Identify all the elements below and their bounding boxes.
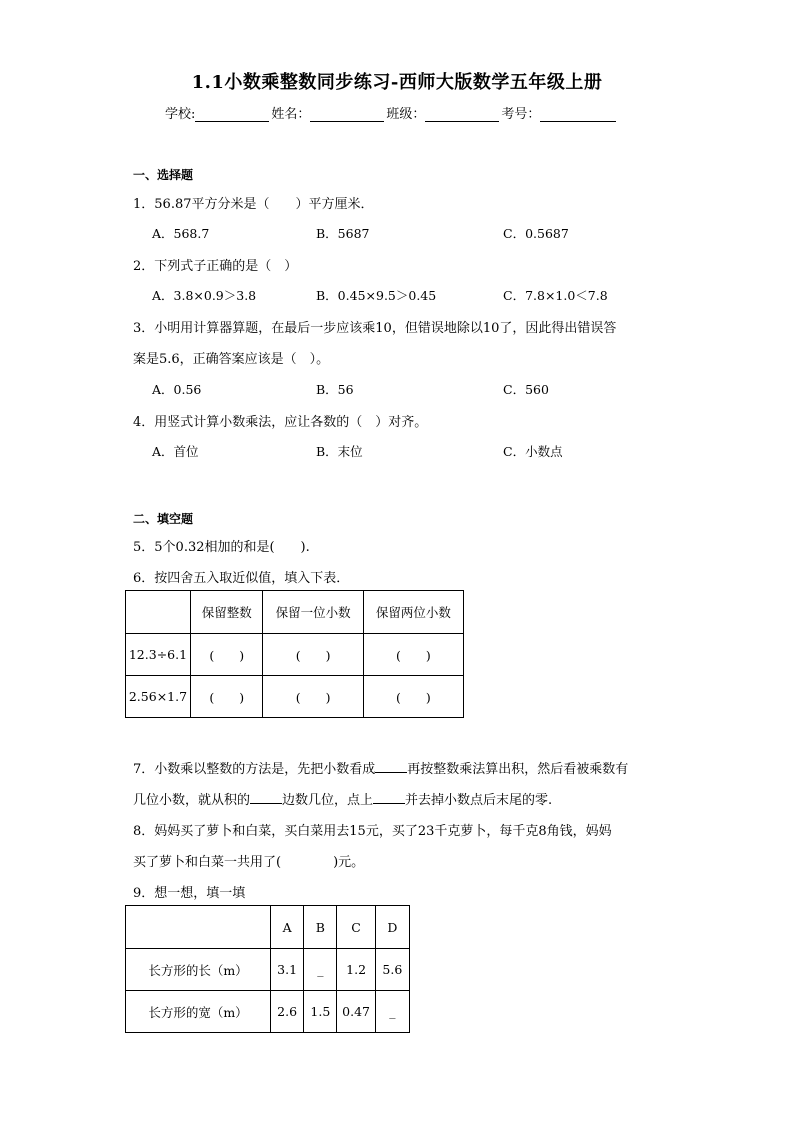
- name-field[interactable]: [310, 107, 384, 122]
- answer-cell[interactable]: ( ): [190, 634, 263, 676]
- table-cell: 5.6: [375, 949, 409, 991]
- q7-blank-3[interactable]: [373, 791, 405, 804]
- table-header-cell: B: [304, 906, 337, 949]
- q3-option-a[interactable]: A．0.56: [152, 382, 202, 397]
- student-info-line: [165, 103, 618, 122]
- school-label: 学校:: [165, 107, 196, 122]
- q7-text: 几位小数，就从积的: [133, 793, 251, 808]
- q3-option-b[interactable]: B．56: [316, 382, 354, 397]
- section-title-choice: 一、选择题: [133, 168, 194, 182]
- table-header-cell: [126, 591, 191, 634]
- question-7-line2: [133, 789, 552, 808]
- q1-option-c[interactable]: C．0.5687: [503, 226, 569, 241]
- table-header-row: [126, 591, 464, 634]
- q7-text: 7．小数乘以整数的方法是，先把小数看成: [133, 762, 376, 777]
- table-header-cell: [126, 906, 271, 949]
- table-row: [126, 991, 410, 1033]
- question-5: 5．5个0.32相加的和是( ).: [133, 540, 310, 555]
- table-row: [126, 949, 410, 991]
- id-label: 考号：: [501, 107, 541, 122]
- q4-option-b[interactable]: B．末位: [316, 444, 363, 459]
- question-8-line1: 8．妈妈买了萝卜和白菜，买白菜用去15元，买了23千克萝卜，每千克8角钱，妈妈: [133, 824, 612, 839]
- table-cell: 长方形的长（m）: [126, 949, 271, 991]
- table-cell: 12.3÷6.1: [126, 634, 191, 676]
- q4-option-a[interactable]: A．首位: [152, 444, 199, 459]
- q7-blank-2[interactable]: [250, 791, 282, 804]
- table-header-cell: 保留两位小数: [363, 591, 463, 634]
- q7-text: 边数几位，点上: [282, 793, 374, 808]
- answer-cell[interactable]: ( ): [363, 676, 463, 718]
- table-header-cell: 保留一位小数: [263, 591, 363, 634]
- name-label: 姓名：: [271, 107, 311, 122]
- q2-option-c[interactable]: C．7.8×1.0＜7.8: [503, 288, 608, 303]
- table-header-cell: 保留整数: [190, 591, 263, 634]
- rectangle-table: [125, 905, 410, 1033]
- table-header-cell: C: [337, 906, 375, 949]
- question-2: 2．下列式子正确的是（ ）: [133, 259, 298, 274]
- table-cell: 2.56×1.7: [126, 676, 191, 718]
- q2-option-a[interactable]: A．3.8×0.9＞3.8: [152, 288, 257, 303]
- question-1: 1．56.87平方分米是（ ）平方厘米．: [133, 197, 374, 212]
- id-field[interactable]: [540, 107, 616, 122]
- table-row: [126, 676, 464, 718]
- table-header-cell: D: [375, 906, 409, 949]
- answer-cell[interactable]: ( ): [363, 634, 463, 676]
- table-cell: 3.1: [271, 949, 304, 991]
- answer-cell[interactable]: _: [304, 949, 337, 991]
- question-4: 4．用竖式计算小数乘法，应让各数的（ ）对齐。: [133, 415, 428, 430]
- table-cell: 1.2: [337, 949, 375, 991]
- question-7-line1: [133, 758, 628, 777]
- answer-cell[interactable]: _: [375, 991, 409, 1033]
- class-field[interactable]: [425, 107, 499, 122]
- table-cell: 0.47: [337, 991, 375, 1033]
- answer-cell[interactable]: ( ): [190, 676, 263, 718]
- q1-option-b[interactable]: B．5687: [316, 226, 370, 241]
- table-header-row: [126, 906, 410, 949]
- q7-text: 并去掉小数点后末尾的零.: [405, 793, 553, 808]
- section-title-fill: 二、填空题: [133, 512, 194, 526]
- table-header-cell: A: [271, 906, 304, 949]
- question-9: 9．想一想，填一填: [133, 886, 246, 901]
- question-8-line2: 买了萝卜和白菜一共用了( )元。: [133, 855, 365, 870]
- rounding-table: [125, 590, 464, 718]
- table-cell: 长方形的宽（m）: [126, 991, 271, 1033]
- question-6: 6．按四舍五入取近似值，填入下表．: [133, 571, 350, 586]
- q7-blank-1[interactable]: [375, 760, 407, 773]
- q4-option-c[interactable]: C．小数点: [503, 444, 563, 459]
- school-field[interactable]: [195, 107, 269, 122]
- page-title: 1.1小数乘整数同步练习-西师大版数学五年级上册: [191, 72, 603, 93]
- question-3-line2: 案是5.6，正确答案应该是（ ）。: [133, 352, 330, 367]
- table-row: [126, 634, 464, 676]
- q1-option-a[interactable]: A．568.7: [152, 226, 210, 241]
- question-3-line1: 3．小明用计算器算题，在最后一步应该乘10，但错误地除以10了，因此得出错误答: [133, 321, 617, 336]
- answer-cell[interactable]: ( ): [263, 676, 363, 718]
- answer-cell[interactable]: ( ): [263, 634, 363, 676]
- q7-text: 再按整数乘法算出积，然后看被乘数有: [407, 762, 629, 777]
- q3-option-c[interactable]: C．560: [503, 382, 549, 397]
- q2-option-b[interactable]: B．0.45×9.5＞0.45: [316, 288, 437, 303]
- class-label: 班级：: [386, 107, 426, 122]
- table-cell: 1.5: [304, 991, 337, 1033]
- table-cell: 2.6: [271, 991, 304, 1033]
